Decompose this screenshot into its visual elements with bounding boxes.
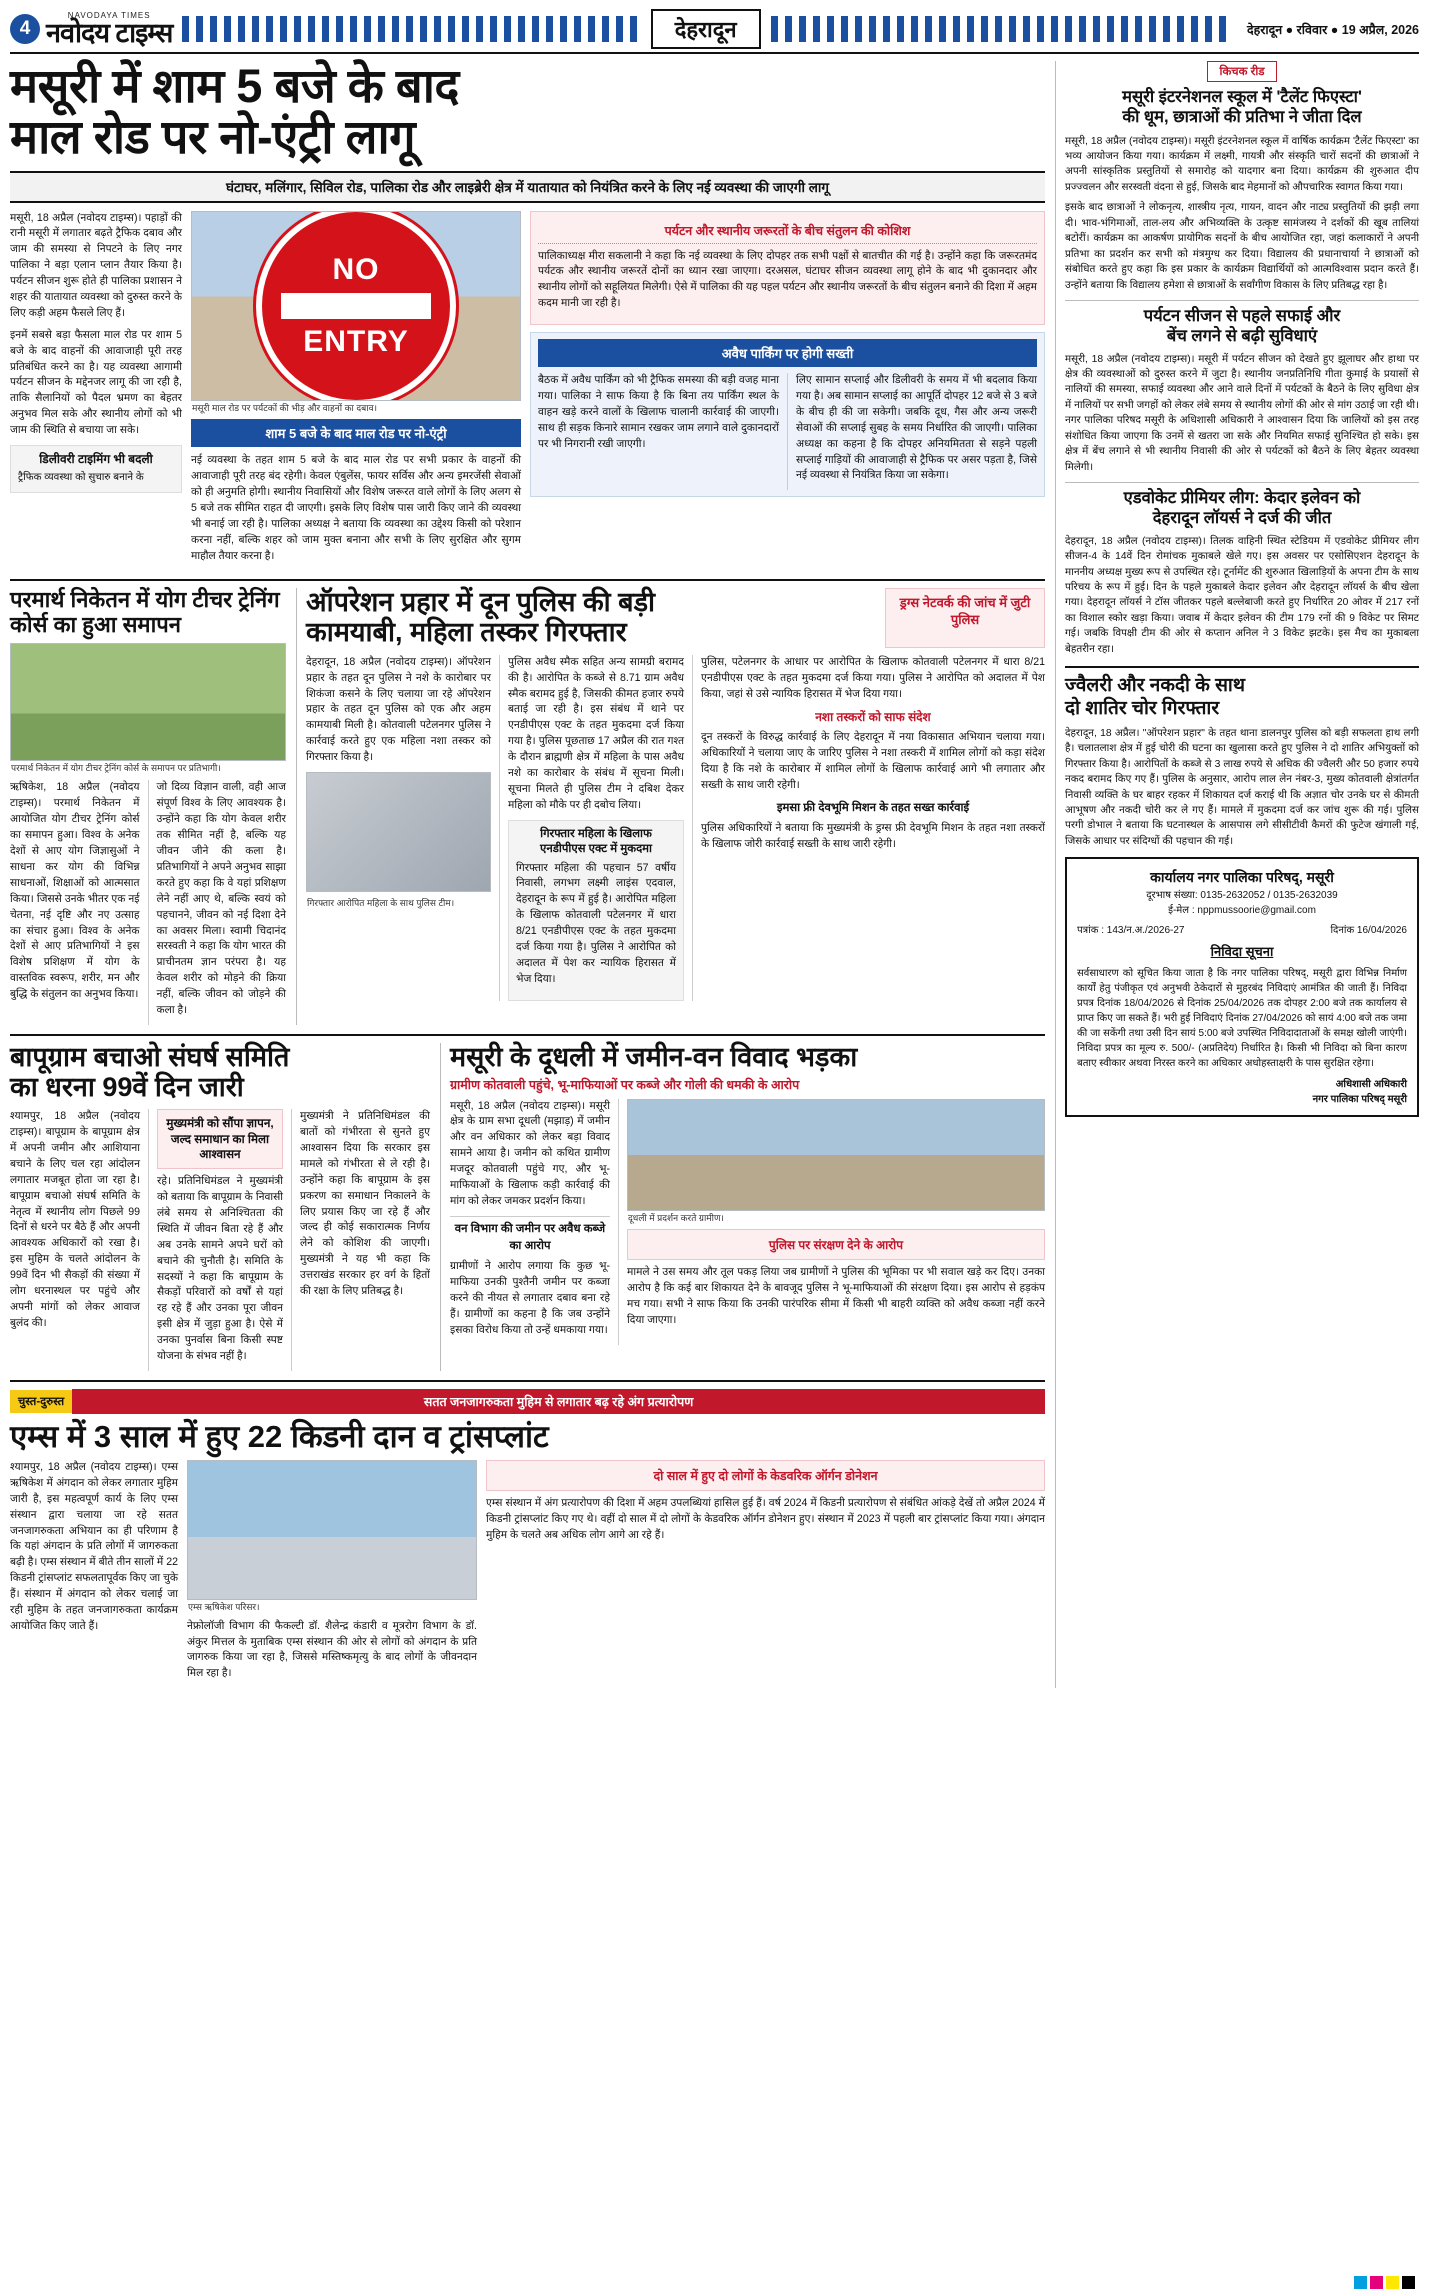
divider-1 (10, 579, 1045, 581)
balance-box-text: पालिकाध्यक्ष मीरा सकलानी ने कहा कि नई व्यवस्था के लिए दोपहर तक सभी पक्षों से बातचीत की गई है। उन्होंने कहा कि जरूरतमंद पर्यटक और स्थानीय जरूरतें दोनों का ध्यान रखा जाएगा। दरअसल, घंटाघर सीजन व्यवस्था लागू होने के बाद भी दुकानदार और स्थानीय लोगों को सहूलियत मिलेगी। ऐसे में पालिका की यह पहल पर्यटन और स्थानीय जरूरतों के बीच संतुलन बनाने की दिशा में अहम कदम मानी जा रही है। (538, 249, 1037, 310)
divider-3 (10, 1380, 1045, 1382)
tourism-text: मसूरी, 18 अप्रैल (नवोदय टाइम्स)। मसूरी में पर्यटन सीजन को देखते हुए झूलाघर और हाथा पर क्षेत्र की व्यवस्थाओं को दुरुस्त करने में जुटा है। स्थानीय जनप्रतिनिधि गीता कुमाई के प्रयासों से नालियों की समस्या, सफाई व्यवस्था और आने वाले दिनों में पर्यटकों के बैठने के लिए सुविधा क्षेत्र में नालियों पर सभी जगहों को लेकर लंबे समय से स्थानीय लोगों की ओर से मांग उठाई जा रही थी। नगर पालिका परिषद मसूरी के अधिशासी अधिकारी ने आश्वासन दिया कि जालियों को इस तरह संशोधित किया जाएगा कि उनमें से खतरा जा सके और नियमित सफाई सुनिश्चित हो सके। इस क्षेत्र में बेंच लगाने से भी स्थानीय निवासी की ओर से पर्यटकों को बैठने के लिए बेहतर व्यवस्था मिलेगी। (1065, 353, 1419, 473)
notice-body: सर्वसाधारण को सूचित किया जाता है कि नगर पालिका परिषद्, मसूरी द्वारा विभिन्न निर्माण कार्यों हेतु पंजीकृत एवं अनुभवी ठेकेदारों से मुहरबंद निविदाएं आमंत्रित की जाती हैं। निविदा प्रपत्र दिनांक 18/04/2026 से दिनांक 25/04/2026 तक दोपहर 2:00 बजे तक कार्यालय से प्राप्त किए जा सकते हैं। भरी हुई निविदाएं दिनांक 27/04/2026 को सायं 4:00 बजे तक जमा की जा सकेंगी तथा उसी दिन सायं 5:00 बजे उपस्थित निविदादाताओं के समक्ष खोली जाएंगी। निविदा प्रपत्र का मूल्य रु. 500/- (अप्रतिदेय) निर्धारित है। किसी भी निविदा को बिना कारण बताए स्वीकार अथवा निरस्त करने का अधिकार अधोहस्ताक्षरी के पास सुरक्षित रहेगा। (1077, 967, 1407, 1069)
decorative-stripes (182, 16, 640, 42)
tourism-headline-line2: बेंच लगने से बढ़ी सुविधाएं (1166, 326, 1318, 345)
prahar-photo (306, 772, 491, 892)
delivery-timing-title: डिलीवरी टाइमिंग भी बदली (39, 451, 153, 466)
parking-box-text: बैठक में अवैध पार्किंग को भी ट्रैफिक समस्या की बड़ी वजह माना गया। पालिका ने साफ किया है कि बिना तय पार्किंग स्थल के वाहन खड़े करने वालों के खिलाफ चालानी कार्रवाई की जाएगी। साथ ही सड़क किनारे सामान रखकर जाम लगाने वाले दुकानदारों पर भी निगरानी रखी जाएगी। (538, 374, 779, 450)
notice-office: कार्यालय नगर पालिका परिषद्, मसूरी (1150, 869, 1334, 886)
doodhli-sub1-text: ग्रामीणों ने आरोप लगाया कि कुछ भू-माफिया उनकी पुश्तैनी जमीन पर कब्जा करने की नीयत से लगातार दबाव बना रहे हैं। ग्रामीणों का कहना है कि जब उन्होंने इसका विरोध किया तो उन्हें धमकाया गया। (450, 1260, 610, 1336)
tender-notice (1065, 857, 1419, 1117)
no-entry-sign-bar (281, 293, 431, 319)
main-content-column (10, 61, 1045, 1688)
page-number-badge: 4 (10, 14, 40, 44)
advocate-text: देहरादून, 18 अप्रैल (नवोदय टाइम्स)। तिलक वाहिनी स्थित स्टेडियम में एडवोकेट प्रीमियर लीग सीजन-4 के 14वें दिन रोमांचक मुकाबले खेले गए। इस अवसर पर एसोसिएशन देहरादून के माननीय अध्यक्ष मुख्य रूप से उपस्थित रहे। टूर्नामेंट की शुरुआत खिलाड़ियों के अपना टीम के साथ परिचय के रूप में हुई। दिन के पहले मुकाबले केदार इलेवन और देहरादून लॉयर्स के बीच खेला गया। देहरादून लॉयर्स ने टॉस जीतकर पहले बल्लेबाजी करते हुए निर्धारित 20 ओवर में 217 रनों का विशाल स्कोर खड़ा किया। जवाब में केदार इलेवन की टीम 179 रनों की 9 विकेट पर सिमट गई। जबकि विपक्षी टीम की ओर से कप्तान अनिल ने 3 विकेट झटके। इस मैच का मुकाबला बेहतरीन रहा। (1065, 535, 1419, 655)
lead-photo-caption: मसूरी माल रोड पर पर्यटकों की भीड़ और वाहनों का दबाव। (192, 402, 377, 413)
kicker-text-2: इसके बाद छात्राओं ने लोकनृत्य, शास्त्रीय नृत्य, गायन, वादन और नाट्य प्रस्तुतियों की झड़ी लगा दी। भाव-भंगिमाओं, ताल-लय और अभिव्यक्ति के उत्कृष्ट सामंजस्य ने दर्शकों की खूब तालियां बटोरीं। कार्यक्रम का आकर्षण प्रायोगिक सदनों के बीच आयोजित रहा, जहां कलाकारों ने अपनी प्रतिभा का प्रदर्शन कर सभी को मंत्रमुग्ध कर दिया। विद्यालय की प्रधानाचार्या ने छात्राओं को संबोधित करते हुए कहा कि इस प्रकार के कार्यक्रम विद्यार्थियों को आत्मविश्वास प्रदान करते हैं। उन्होंने बताया कि विद्यालय हमेशा से छात्राओं के सर्वांगीण विकास के लिए प्रतिबद्ध रहा है। (1065, 202, 1419, 291)
chust-durust-tag: चुस्त-दुरुस्त (10, 1390, 72, 1413)
thieves-headline-line2: दो शातिर चोर गिरफ्तार (1065, 697, 1220, 719)
bapugram-box-title: मुख्यमंत्री को सौंपा ज्ञापन, जल्द समाधान का मिला आश्वासन (166, 1116, 274, 1161)
yoga-photo (10, 643, 286, 761)
row-3 (10, 1043, 1045, 1371)
advocate-headline-line1: एडवोकेट प्रीमियर लीग: केदार इलेवन को (1123, 489, 1361, 508)
divider-2 (10, 1034, 1045, 1036)
lead-subheadline: घंटाघर, मलिंगार, सिविल रोड, पालिका रोड और लाइब्रेरी क्षेत्र में यातायात को नियंत्रित करने के लिए नई व्यवस्था की जाएगी लागू (10, 171, 1045, 203)
bapugram-headline-line2: का धरना 99वें दिन जारी (10, 1071, 244, 1102)
prahar-sub2-text: पुलिस अधिकारियों ने बताया कि मुख्यमंत्री के ड्रग्स फ्री देवभूमि मिशन के तहत नशा तस्करों के खिलाफ जोरी कार्रवाई सख्ती के साथ जारी रहेगी। (701, 822, 1045, 851)
aiims-photo-caption: एम्स ऋषिकेश परिसर। (188, 1601, 260, 1612)
yoga-photo-caption: परमार्थ निकेतन में योग टीचर ट्रेनिंग कोर्स के समापन पर प्रतिभागी। (11, 762, 221, 773)
kicker-headline-line1: मसूरी इंटरनेशनल स्कूल में 'टैलेंट फिएस्टा' (1122, 88, 1362, 106)
bapugram-col-2: रहे। प्रतिनिधिमंडल ने मुख्यमंत्री को बताया कि बापूग्राम के निवासी लंबे समय से अनिश्चितता की स्थिति में जीवन बिता रहे हैं और अब उनके सामने अपने घरों को बचाने की चुनौती है। समिति के सदस्यों ने कहा कि बापूग्राम के सैकड़ों परिवारों को वर्षों से यहां रह रहे हैं और उनका पूरा जीवन इसी क्षेत्र में जुड़ा हुआ है। ऐसे में उनका पुनर्वास बिना किसी स्पष्ट योजना के संभव नहीं है। (157, 1175, 283, 1362)
doodhli-photo-caption: दूधली में प्रदर्शन करते ग्रामीण। (628, 1212, 724, 1223)
notice-signature-2: नगर पालिका परिषद् मसूरी (1312, 1093, 1407, 1105)
doodhli-sub2-title: पुलिस पर संरक्षण देने के आरोप (768, 1238, 904, 1253)
masthead (10, 8, 1419, 54)
lead-photo (191, 211, 521, 401)
print-color-bars (1354, 2276, 1415, 2289)
aiims-col-2: नेफ्रोलॉजी विभाग की फैकल्टी डॉ. शैलेन्द्र कंडारी व मूत्ररोग विभाग के डॉ. अंकुर मित्तल के मुताबिक एम्स संस्थान की ओर से लोगों को अंगदान के प्रति जागरुक किया जा रहा है, जिससे मस्तिष्कमृत्यु के बाद लोगों के जीवनदान मिल रहा है। (187, 1619, 477, 1680)
yoga-story (10, 588, 286, 1024)
lead-column-3 (530, 211, 1045, 571)
kicker-headline-line2: की धूम, छात्राओं की प्रतिभा ने जीता दिल (1122, 107, 1362, 126)
parking-box-title: अवैध पार्किंग पर होगी सख्ती (538, 339, 1037, 367)
prahar-headline-line1: ऑपरेशन प्रहार में दून पुलिस की बड़ी (306, 587, 656, 618)
dateline: देहरादून ● रविवार ● 19 अप्रैल, 2026 (1246, 22, 1420, 37)
prahar-right-1: पुलिस, पटेलनगर के आधार पर आरोपित के खिलाफ कोतवाली पटेलनगर में धारा 8/21 एनडीपीएस एक्ट के तहत मुकदमा दर्ज किया गया। पुलिस ने आरोपित को अदालत में पेश किया, जहां से उसे न्यायिक हिरासत में भेज दिया गया। (701, 655, 1045, 700)
kicker-text-1: मसूरी, 18 अप्रैल (नवोदय टाइम्स)। मसूरी इंटरनेशनल स्कूल में वार्षिक कार्यक्रम 'टैलेंट फिएस्टा' का भव्य आयोजन किया गया। कार्यक्रम में लक्ष्मी, गायत्री और संस्कृति चारों सदनों की छात्राओं ने अपनी सांस्कृतिक प्रस्तुतियों से समारोह को यादगार बना दिया। कार्यक्रम की शुरुआत दीप प्रज्ज्वलन और सरस्वती वंदना से हुई, जिसके बाद मेहमानों को औपचारिक स्वागत किया गया। (1065, 135, 1419, 193)
right-divider-2 (1065, 482, 1419, 483)
aiims-photo (187, 1460, 477, 1600)
cadaveric-box-text: एम्स संस्थान में अंग प्रत्यारोपण की दिशा में अहम उपलब्धियां हासिल हुई हैं। वर्ष 2024 में किडनी प्रत्यारोपण से संबंधित आंकड़े देखें तो अप्रैल 2024 में किडनी ट्रांसप्लांट किए गए थे। वहीं दो साल में दो लोगों के केडवरिक ऑर्गन डोनेशन हुए। संस्थान में 2023 में पहली बार ट्रांसप्लांट किया गया। अंगदान मुहिम के चलते अब अधिक लोग आगे आ रहे हैं। (486, 1496, 1045, 1541)
aiims-headline: एम्स में 3 साल में हुए 22 किडनी दान व ट्रांसप्लांट (10, 1418, 549, 1454)
prahar-photo-caption: गिरफ्तार आरोपित महिला के साथ पुलिस टीम। (307, 898, 455, 909)
lead-col2-para: नई व्यवस्था के तहत शाम 5 बजे के बाद माल रोड पर सभी प्रकार के वाहनों की आवाजाही पूरी तरह बंद रहेगी। केवल एंबुलेंस, फायर सर्विस और अन्य इमरजेंसी सेवाओं को ही अनुमति होगी। स्थानीय निवासियों और विशेष जरूरत वाले लोगों के लिए अलग से 5 बजे तक सीमित राहत दी जाएगी। इसके लिए विशेष पास जारी किए जाने की व्यवस्था भी बनाई जा रही है। पालिका अध्यक्ष ने बताया कि व्यवस्था का उद्देश्य किसी को परेशान करना नहीं, बल्कि शहर को जाम मुक्त बनाना और सभी के लिए सुरक्षित और सुगम माहौल तैयार करना है। (191, 454, 521, 562)
lead-column-2 (191, 211, 521, 571)
notice-title-text: निविदा सूचना (1210, 944, 1274, 960)
delivery-timing-text: ट्रैफिक व्यवस्था को सुचारु बनाने के (18, 471, 144, 483)
prahar-story (296, 588, 1045, 1024)
organ-donation-redbar: सतत जनजागरुकता मुहिम से लगातार बढ़ रहे अंग प्रत्यारोपण (72, 1389, 1045, 1414)
no-entry-sign-icon (256, 211, 456, 401)
balance-box-title: पर्यटन और स्थानीय जरूरतों के बीच संतुलन की कोशिश (538, 218, 1037, 244)
right-sidebar-column (1055, 61, 1419, 1688)
bapugram-col-3: मुख्यमंत्री ने प्रतिनिधिमंडल की बातों को गंभीरता से सुनते हुए आश्वासन दिया कि सरकार इस मामले को गंभीरता से ले रही है। उन्होंने कहा कि बापूग्राम के इस प्रकरण का समाधान निकालने के लिए प्रयास किए जा रहे हैं और जल्द ही कोई सकारात्मक निर्णय लेने को कोशिश की जाएगी। मुख्यमंत्री ने यह भी कहा कि उत्तराखंड सरकार हर वर्ग के हितों की रक्षा के लिए प्रतिबद्ध है। (300, 1110, 430, 1298)
lead-para-1: मसूरी, 18 अप्रैल (नवोदय टाइम्स)। पहाड़ों की रानी मसूरी में लगातार बढ़ते ट्रैफिक दबाव और जाम की समस्या से निपटने के लिए नगर पालिका ने बड़ा एलान प्लान तैयार किया है। पर्यटन सीजन शुरू होते ही पालिका प्रशासन ने शहर की यातायात व्यवस्था को दुरुस्त करने के लिए कड़ी अहम फैसले लिए हैं। (10, 211, 182, 319)
balance-box (530, 211, 1045, 326)
doodhli-sub2-text: मामले ने उस समय और तूल पकड़ लिया जब ग्रामीणों ने पुलिस की भूमिका पर भी सवाल खड़े कर दिए। उनका आरोप है कि कई बार शिकायत देने के बावजूद पुलिस ने भू-माफियाओं की संरक्षण दिया। इस आरोप से हड़कंप मच गया। सभी ने साफ किया कि उनकी पारंपरिक सीमा में किसी भी बाहरी व्यक्ति को अवैध कब्जा नहीं करने दिया जाएगा। (627, 1266, 1045, 1326)
bapugram-headline-line1: बापूग्राम बचाओ संघर्ष समिति (10, 1041, 290, 1072)
right-divider-3 (1065, 666, 1419, 668)
lead-column-1 (10, 211, 182, 571)
decorative-stripes-right (771, 16, 1229, 42)
lead-para-2: इनमें सबसे बड़ा फैसला माल रोड पर शाम 5 बजे के बाद वाहनों की आवाजाही पूरी तरह प्रतिबंधित करने का है। यह व्यवस्था आगामी पर्यटन सीजन के मद्देनजर लागू की जा रही है, ताकि सैलानियों को पैदल भ्रमण का बेहतर अनुभव मिल सके और स्थानीय लोगों को भी जाम की स्थिति से बचाया जा सके। (10, 328, 182, 437)
kicker-badge: किचक रीड (1207, 61, 1278, 82)
prahar-headline-line2: कामयाबी, महिला तस्कर गिरफ्तार (306, 617, 627, 648)
lead-story (10, 61, 1045, 570)
doodhli-headline: मसूरी के दूधली में जमीन-वन विवाद भड़का (450, 1041, 858, 1072)
doodhli-col-1: मसूरी, 18 अप्रैल (नवोदय टाइम्स)। मसूरी क्षेत्र के ग्राम सभा दूधली (मझाड़) में जमीन और वन अधिकार को लेकर बड़ा विवाद सामने आया है। जमीन को कथित ग्रामीण मजदूर कोतवाली पहुंचे गए, और भू-माफियाओं के खिलाफ कड़ी कार्रवाई की मांग को लेकर जमकर प्रदर्शन किया। (450, 1099, 610, 1207)
prahar-body-1: पुलिस अवैध स्मैक सहित अन्य सामग्री बरामद की है। आरोपित के कब्जे से 8.71 ग्राम अवैध स्मैक बरामद हुई है, जिसकी कीमत हजार रुपये बताई जा रही है। इस संबंध में थाने पर एनडीपीएस एक्ट के तहत मुकदमा दर्ज किया गया है। पुलिस पूछताछ 17 अप्रैल की रात गश्त के दौरान ब्राह्मणी क्षेत्र में महिला के पास अवैध नशे का कारोबार के संबंध में सूचना मिली। सूचना मिलते ही पुलिस टीम ने दबिश देकर महिला को मौके पर ही दबोच लिया। (508, 655, 684, 811)
thieves-headline-line1: ज्वैलरी और नकदी के साथ (1065, 675, 1245, 697)
notice-ref: पत्रांक : 143/न.अ./2026-27 (1077, 925, 1185, 937)
doodhli-photo (627, 1099, 1045, 1211)
cadaveric-box-title: दो साल में हुए दो लोगों के केडवरिक ऑर्गन डोनेशन (653, 1468, 878, 1483)
yoga-col-2: जो दिव्य विज्ञान वाली, वही आज संपूर्ण विश्व के लिए आवश्यक है। उन्होंने कहा कि योग केवल शरीर तक सीमित नहीं है, बल्कि यह जीवन जीने की कला है। प्रतिभागियों ने अपने अनुभव साझा करते हुए कहा कि वे यहां प्रशिक्षण लेने नहीं आए थे, बल्कि स्वयं को पहचानने, जीवन को नई दिशा देने का अवसर मिला। स्वामी चिदानंद सरस्वती ने कहा कि योग भारत की प्राचीनतम ज्ञान परंपरा है। यह केवल शरीर को मोड़ने की क्रिया नहीं, बल्कि जीवन को जोड़ने की कला है। (156, 781, 286, 1016)
no-entry-sign-top-text: NO (332, 252, 380, 286)
prahar-sub2-title: इमसा फ्री देवभूमि मिशन के तहत सख्त कार्रवाई (776, 802, 970, 815)
yoga-col-1: ऋषिकेश, 18 अप्रैल (नवोदय टाइम्स)। परमार्थ निकेतन में आयोजित योग टीचर ट्रेनिंग कोर्स का समापन हुआ। विश्व के अनेक देशों से आए योग जिज्ञासुओं ने साधना कर योग की विभिन्न साधनाओं, शिक्षाओं को आत्मसात किया। जिससे उनके भीतर एक नई चेतना, नई दृष्टि और नए उत्साह का संचार हुआ। विश्व के अनेक देशों से आए प्रतिभागियों ने इस विशेष प्रशिक्षण में योग के वास्तविक स्वरूप, शरीर, मन और बुद्धि के संतुलन का अनुभव किया। (10, 781, 140, 1001)
thieves-text: देहरादून, 18 अप्रैल। "ऑपरेशन प्रहार" के तहत थाना डालनपुर पुलिस को बड़ी सफलता हाथ लगी है। चलातलाश क्षेत्र में हुई चोरी की घटना का खुलासा करते हुए पुलिस ने दो शातिर अभियुक्तों को गिरफ्तार किया है। आरोपितों के कब्जे से 3 लाख रुपये से अधिक की ज्वैलरी और 50 हजार रुपये नकद बरामद किए गए हैं। पुलिस के अनुसार, आरोप लाल लेन नंबर-3, मुख्य कोतवाली क्षेत्रांतर्गत निवासी व्यक्ति के घर बाहर रहकर में शिकायत दर्ज कराई थी कि अज्ञात चोर उनके घर से कीमती आभूषण और नकदी चोरी कर ले गए हैं। मामले में मुकदमा दर्ज कर जांच शुरू की गई। पुलिस परगी डोभाल ने बताया कि घटनास्थल के आसपास लगे सीसीटीवी कैमरों की फुटेज खंगाली गई, जिसके आधार पर संदिग्धों की पहचान की गई। (1065, 727, 1419, 847)
prahar-intro: देहरादून, 18 अप्रैल (नवोदय टाइम्स)। ऑपरेशन प्रहार के तहत दून पुलिस ने नशे के कारोबार पर शिकंजा कसने के लिए चलाया जा रहे ऑपरेशन प्रहार के तहत दून पुलिस को एक और अहम कामयाबी मिली है। कोतवाली पटेलनगर पुलिस ने कार्रवाई करते हुए एक महिला नशा तस्कर को गिरफ्तार किया है। (306, 655, 491, 764)
prahar-sub1-text: गिरफ्तार महिला की पहचान 57 वर्षीय निवासी, लगभग लक्ष्मी लाइंस एदवाल, देहरादून के रूप में हुई है। आरोपित महिला के खिलाफ कोतवाली पटेलनगर में धारा 8/21 एनडीपीएस एक्ट के तहत मुकदमा दर्ज किया गया है। पुलिस ने आरोपित को अदालत में पेश कर न्यायिक हिरासत में भेज दिया। (516, 861, 676, 985)
notice-phone: दूरभाष संख्या: 0135-2632052 / 0135-2632039 (1146, 890, 1338, 902)
notice-email: ई-मेल : nppmussoorie@gmail.com (1168, 905, 1316, 917)
prahar-right-head: नशा तस्करों को साफ संदेश (815, 710, 931, 725)
prahar-sidebar-box (885, 588, 1045, 647)
lead-headline-line1: मसूरी में शाम 5 बजे के बाद (10, 59, 459, 112)
doodhli-sub1-title: वन विभाग की जमीन पर अवैध कब्जे का आरोप (450, 1216, 610, 1256)
right-divider-1 (1065, 300, 1419, 301)
doodhli-subheadline: ग्रामीण कोतवाली पहुंचे, भू-माफियाओं पर कब्जे और गोली की धमकी के आरोप (450, 1077, 800, 1092)
no-entry-sign-bottom-text: ENTRY (303, 324, 409, 358)
row-2 (10, 588, 1045, 1024)
prahar-sub1-title: गिरफ्तार महिला के खिलाफ एनडीपीएस एक्ट में मुकदमा (539, 827, 653, 855)
lead-blue-band: शाम 5 बजे के बाद माल रोड पर नो-एंट्री (191, 419, 521, 447)
notice-date: दिनांक 16/04/2026 (1330, 925, 1407, 937)
lead-column-2-text (191, 453, 521, 564)
aiims-story (10, 1389, 1045, 1688)
lead-headline-line2: माल रोड पर नो-एंट्री लागू (10, 109, 416, 163)
doodhli-story (440, 1043, 1045, 1371)
parking-box-text-2: लिए सामान सप्लाई और डिलीवरी के समय में भी बदलाव किया गया है। अब सामान सप्लाई का आपूर्ति दोपहर 12 बजे से 3 बजे के बीच ही की जा सकेगी। जबकि दूध, गैस और अन्य जरूरी सेवाओं की सप्लाई सुबह के समय निर्धारित की जाएगी। पालिका अध्यक्ष का कहना है कि दोपहर अनियमितता से सड़ने पहली सप्लाई गाड़ियों की आवाजाही से ट्रैफिक पर असर पड़ता है, जिसे नई व्यवस्था से नियंत्रित किया जा सकेगा। (796, 374, 1037, 482)
logo-title: नवोदय टाइम्स (46, 18, 173, 48)
yoga-headline: परमार्थ निकेतन में योग टीचर ट्रेनिंग कोर्स का हुआ समापन (10, 587, 280, 637)
tourism-headline-line1: पर्यटन सीजन से पहले सफाई और (1143, 306, 1341, 325)
delivery-timing-box (10, 445, 182, 493)
aiims-col-1: श्यामपुर, 18 अप्रैल (नवोदय टाइम्स)। एम्स ऋषिकेश में अंगदान को लेकर लगातार मुहिम जारी है, इस महत्वपूर्ण कार्य के लिए एम्स संस्थान द्वारा चलाया जा रहे सतत जनजागरुकता अभियान का ही परिणाम है कि यहां अंगदान के प्रति लोगों में जागरुकता बढ़ी है। एम्स संस्थान में बीते तीन सालों में 22 किडनी ट्रांसप्लांट सफलतापूर्वक किए जा चुके हैं। संस्थान में अंगदान को लेकर चलाई जा रही मुहिम के तहत जनजागरुकता कार्यक्रम आयोजित किए जाते हैं। (10, 1460, 178, 1632)
advocate-headline-line2: देहरादून लॉयर्स ने दर्ज की जीत (1152, 508, 1332, 527)
newspaper-logo (46, 11, 172, 47)
prahar-sidebar-title: ड्रग्स नेटवर्क की जांच में जुटी पुलिस (899, 595, 1031, 627)
city-edition-name: देहरादून (651, 9, 761, 49)
logo-subtitle: NAVODAYA TIMES (67, 11, 151, 20)
bapugram-col-1: श्यामपुर, 18 अप्रैल (नवोदय टाइम्स)। बापूग्राम के बापूग्राम क्षेत्र में अपनी जमीन और आशियाना बचाने के लिए चल रहा आंदोलन लगातार मजबूत होता जा रहा है। बापूग्राम बचाओ संघर्ष समिति के नेतृत्व में स्थानीय लोग पिछले 99 दिनों से धरने पर बैठे हैं और अपनी आवश्यक अधिकारों को रखा है। इस मुहिम के चलते आंदोलन के 99वें दिन भी सैकड़ों की संख्या में लोग धरनास्थल पर पहुंचे और अपनी मांगों को लेकर आवाज बुलंद की। (10, 1110, 140, 1329)
parking-box (530, 332, 1045, 497)
page-body (10, 61, 1419, 1688)
notice-signature-1: अधिशासी अधिकारी (1335, 1078, 1407, 1090)
lead-columns (10, 211, 1045, 571)
bapugram-story (10, 1043, 430, 1371)
prahar-right-2: दून तस्करों के विरुद्ध कार्रवाई के लिए देहरादून में नया विकासात अभियान चलाया गया। अधिकारियों ने चलाया जाए के जारिए पुलिस ने नशा तस्करी में शामिल लोगों को कड़ा संदेश दिया है कि नशे के कारोबार में शामिल लोगों के खिलाफ कार्रवाई आगे भी लगातार और सख्ती के साथ जारी रहेगी। (701, 731, 1045, 792)
